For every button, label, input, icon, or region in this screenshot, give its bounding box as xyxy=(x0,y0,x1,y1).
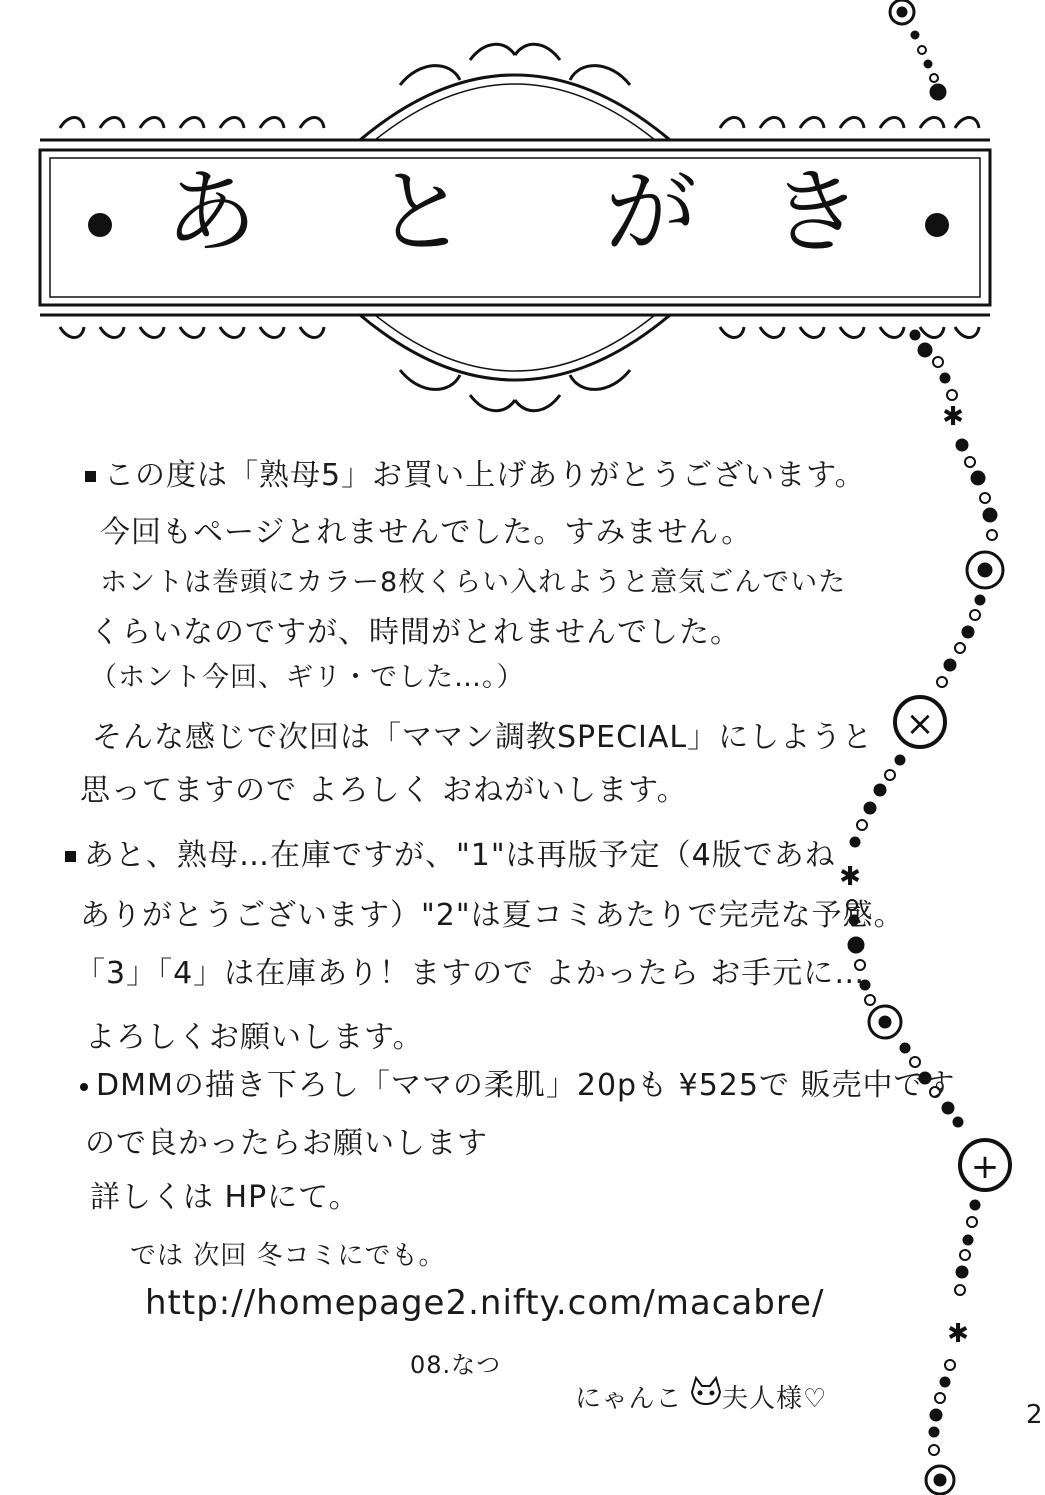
body-line-9: ありがとうございます）"2"は夏コミあたりで完売な予感。 xyxy=(80,898,905,933)
title-char-to: と xyxy=(375,159,468,266)
body-line-2: 今回もページとれませんでした。すみません。 xyxy=(100,515,753,550)
title-char-ki: き xyxy=(770,159,863,266)
body-line-11: よろしくお願いします。 xyxy=(85,1020,424,1055)
body-line-5: （ホント今回、ギリ・でした…。） xyxy=(90,662,525,693)
svg-text:×: × xyxy=(905,704,935,744)
bullet-dot xyxy=(80,1083,88,1091)
cat-face-icon xyxy=(692,1378,720,1404)
body-line-3: ホントは巻頭にカラー8枚くらい入れようと意気ごんでいた xyxy=(100,567,847,598)
bullet-square xyxy=(85,471,96,482)
signature-title: 夫人様♡ xyxy=(722,1384,828,1414)
body-line-7: 思ってますので よろしく おねがいします。 xyxy=(80,773,688,808)
body-line-4: くらいなのですが、時間がとれませんでした。 xyxy=(90,615,741,650)
page-number: 2 xyxy=(1026,1400,1044,1430)
svg-text:✱: ✱ xyxy=(947,1319,969,1349)
body-line-10: 「3」「4」は在庫あり！ますので よかったら お手元に… xyxy=(75,956,866,991)
bullet-square xyxy=(65,851,76,862)
body-line-14: 詳しくは HPにて。 xyxy=(90,1180,360,1215)
signature-name: にゃんこ xyxy=(575,1384,683,1414)
body-line-1: この度は「熟母5」お買い上げありがとうございます。 xyxy=(85,450,866,494)
body-line-6: そんな感じで次回は「ママン調教SPECIAL」にしようと xyxy=(92,720,874,755)
title-dot-left xyxy=(88,213,112,237)
title-char-ga: が xyxy=(605,159,698,266)
body-line-12: DMMの描き下ろし「ママの柔肌」20pも ¥525で 販売中です xyxy=(80,1060,956,1104)
body-line-13: ので良かったらお願いします xyxy=(85,1126,488,1161)
title-dot-right xyxy=(925,213,949,237)
svg-text:✱: ✱ xyxy=(942,402,964,432)
date-line: 08.なつ xyxy=(410,1351,502,1379)
closing-line: では 次回 冬コミにでも。 xyxy=(130,1241,446,1271)
body-line-8: あと、熟母…在庫ですが、"1"は再版予定（4版であね xyxy=(65,830,836,874)
title-char-a: あ xyxy=(165,159,258,266)
svg-text:+: + xyxy=(970,1147,1000,1187)
svg-text:✱: ✱ xyxy=(839,862,861,892)
homepage-url: http://homepage2.nifty.com/macabre/ xyxy=(145,1283,825,1323)
